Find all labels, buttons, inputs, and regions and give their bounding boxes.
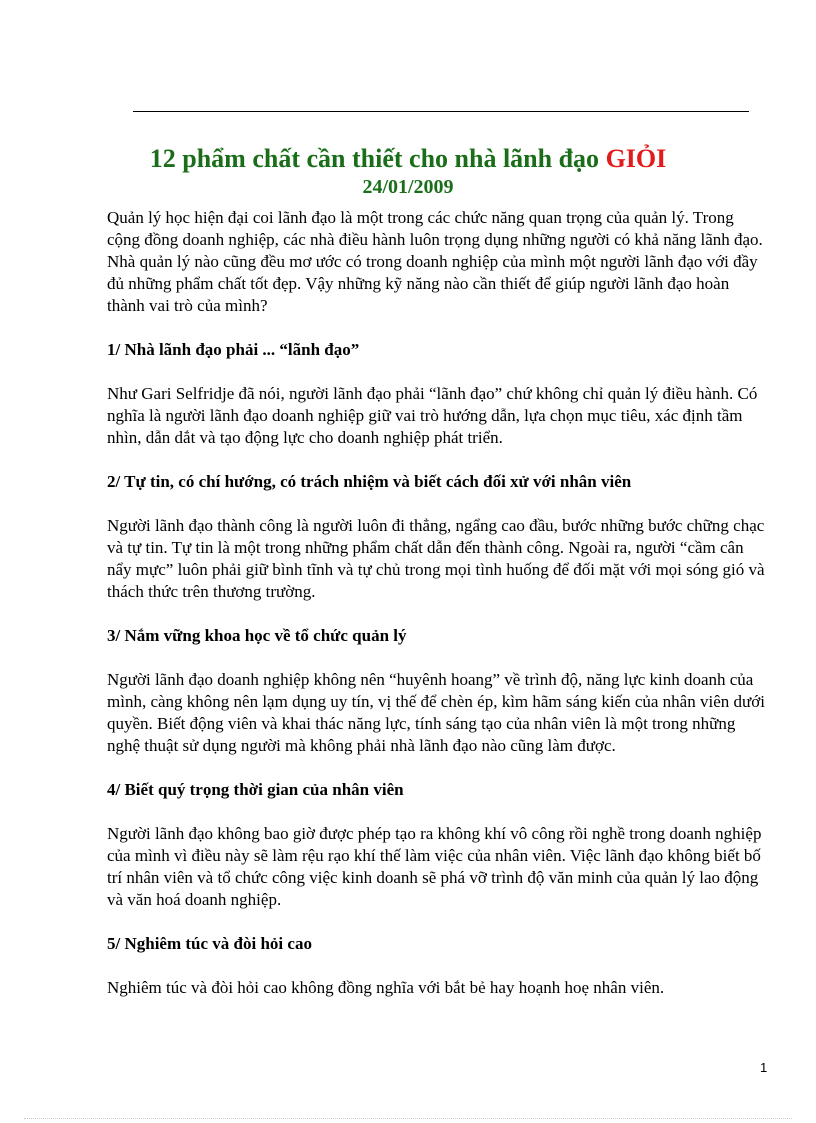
section-5-body: Nghiêm túc và đòi hỏi cao không đồng nghĩa với bắt bẻ hay hoạnh hoẹ nhân viên.	[107, 978, 665, 997]
page-title	[0, 143, 816, 175]
title-main: 12 phẩm chất cần thiết cho nhà lãnh đạo	[149, 144, 606, 173]
section-5-heading: 5/ Nghiêm túc và đòi hỏi cao	[107, 934, 312, 953]
section-1-body: Như Gari Selfridje đã nói, người lãnh đạo phải “lãnh đạo” chứ không chỉ quản lý điều hành. Có nghĩa là người lãnh đạo doanh nghiệp giữ vai trò hướng dẫn, lựa chọn mục tiêu, xác định tầm nhìn, dẫn dắt và tạo động lực cho doanh nghiệp phát triển.	[107, 384, 758, 447]
section-4-heading: 4/ Biết quý trọng thời gian của nhân viên	[107, 780, 404, 799]
page-number: 1	[760, 1060, 768, 1075]
section-3-body: Người lãnh đạo doanh nghiệp không nên “huyênh hoang” về trình độ, năng lực kinh doanh của mình, càng không nên lạm dụng uy tín, vị thế để chèn ép, kìm hãm sáng kiến của nhân viên dưới quyền. Biết động viên và khai thác năng lực, tính sáng tạo của nhân viên là một trong những nghệ thuật sử dụng người mà không phải nhà lãnh đạo nào cũng làm được.	[107, 670, 765, 755]
section-2-heading: 2/ Tự tin, có chí hướng, có trách nhiệm và biết cách đối xử với nhân viên	[107, 472, 632, 491]
section-1-heading: 1/ Nhà lãnh đạo phải ... “lãnh đạo”	[107, 340, 360, 359]
section-2-body: Người lãnh đạo thành công là người luôn đi thẳng, ngẩng cao đầu, bước những bước chững chạc và tự tin. Tự tin là một trong những phẩm chất dẫn đến thành công. Ngoài ra, người “cầm cân nẩy mực” luôn phải giữ bình tĩnh và tự chủ trong mọi tình huống để đối mặt với mọi sóng gió và thách thức trên thương trường.	[107, 516, 765, 601]
document-body	[107, 207, 767, 1021]
intro-paragraph: Quản lý học hiện đại coi lãnh đạo là một trong các chức năng quan trọng của quản lý. Trong cộng đồng doanh nghiệp, các nhà điều hành luôn trọng dụng những người có khả năng lãnh đạo. Nhà quản lý nào cũng đều mơ ước có trong doanh nghiệp của mình một người lãnh đạo với đầy đủ những phẩm chất tốt đẹp. Vậy những kỹ năng nào cần thiết để giúp người lãnh đạo hoàn thành vai trò của mình?	[107, 208, 763, 315]
header-rule	[133, 111, 749, 112]
section-3-heading: 3/ Nắm vững khoa học về tổ chức quản lý	[107, 626, 407, 645]
title-accent: GIỎI	[605, 144, 667, 173]
section-4-body: Người lãnh đạo không bao giờ được phép tạo ra không khí vô công rồi nghề trong doanh nghiệp của mình vì điều này sẽ làm rệu rạo khí thế làm việc của nhân viên. Việc lãnh đạo không biết bố trí nhân viên và tổ chức công việc kinh doanh sẽ phá vỡ trình độ văn minh của quản lý lao động và văn hoá doanh nghiệp.	[107, 824, 762, 909]
page-bottom-border	[24, 1118, 792, 1119]
document-date: 24/01/2009	[362, 176, 454, 198]
